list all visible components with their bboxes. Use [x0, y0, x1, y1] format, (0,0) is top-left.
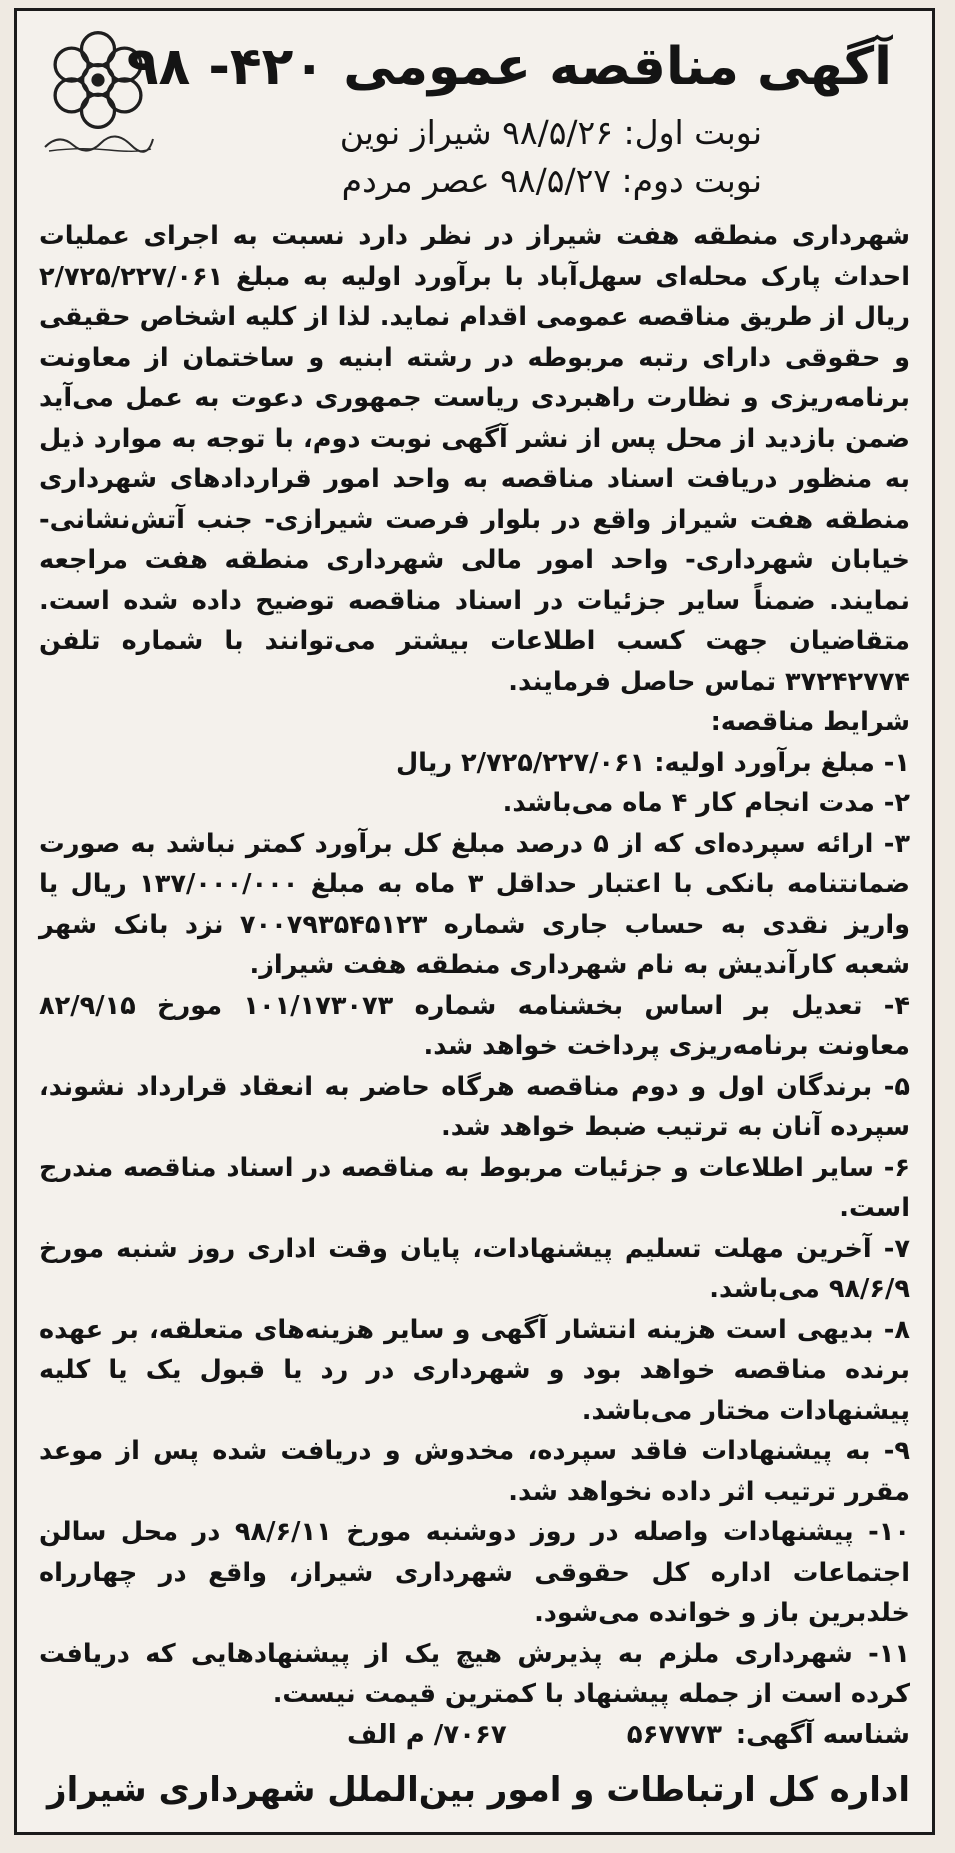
condition-item: ۸- بدیهی است هزینه انتشار آگهی و سایر هزینه‌های متعلقه، بر عهده برنده مناقصه خواهد بود و شهرداری در رد یا قبول یک یا کلیه پیشنهادات مختار می‌باشد. [39, 1314, 910, 1426]
condition-item: ۴- تعدیل بر اساس بخشنامه شماره ۱۰۱/۱۷۳۰۷۳ مورخ ۸۲/۹/۱۵ معاونت برنامه‌ریزی پرداخت خواهد شد. [39, 990, 910, 1061]
notice-body [17, 216, 932, 1715]
intro-paragraph: شهرداری منطقه هفت شیراز در نظر دارد نسبت به اجرای عملیات احداث پارک محله‌ای سهل‌آباد با برآورد اولیه به مبلغ ۲/۷۲۵/۲۲۷/۰۶۱ ریال از طریق مناقصه عمومی اقدام نماید. لذا از کلیه اشخاص حقیقی و حقوقی دارای رتبه مربوطه در رشته ابنیه و ساختمان از معاونت برنامه‌ریزی و نظارت راهبردی ریاست جمهوری دعوت به عمل می‌آید ضمن بازدید از محل پس از نشر آگهی نوبت دوم، با توجه به موارد ذیل به منظور دریافت اسناد مناقصه به واحد امور قراردادهای شهرداری منطقه هفت شیراز واقع در بلوار فرصت شیرازی- جنب آتش‌نشانی- خیابان شهرداری- واحد امور مالی شهرداری منطقه هفت مراجعه نمایند. ضمناً سایر جزئیات در اسناد مناقصه توضیح داده شده است. متقاضیان جهت کسب اطلاعات بیشتر می‌توانند با شماره تلفن ۳۷۲۴۲۷۷۴ تماس حاصل فرمایند. [39, 221, 910, 697]
condition-item: ۳- ارائه سپرده‌ای که از ۵ درصد مبلغ کل برآورد کمتر نباشد به صورت ضمانتنامه بانکی با اعتبار حداقل ۳ ماه به مبلغ ۱۳۷/۰۰۰/۰۰۰ ریال یا واریز نقدی به حساب جاری شماره ۷۰۰۷۹۳۵۴۵۱۲۳ نزد بانک شهر شعبه کارآندیش به نام شهرداری منطقه هفت شیراز. [39, 828, 911, 980]
publication-round-first: نوبت اول: ۹۸/۵/۲۶ شیراز نوین [339, 113, 762, 152]
notice-header [17, 11, 932, 216]
condition-item: ۲- مدت انجام کار ۴ ماه می‌باشد. [502, 788, 910, 818]
municipality-signature-icon [39, 129, 159, 155]
condition-item: ۱- مبلغ برآورد اولیه: ۲/۷۲۵/۲۲۷/۰۶۱ ریال [395, 747, 910, 778]
condition-item: ۹- به پیشنهادات فاقد سپرده، مخدوش و دریافت شده پس از موعد مقرر ترتیب اثر داده نخواهد شد. [39, 1436, 910, 1507]
condition-item: ۷- آخرین مهلت تسلیم پیشنهادات، پایان وقت اداری روز شنبه مورخ ۹۸/۶/۹ می‌باشد. [39, 1233, 910, 1304]
tender-notice [14, 8, 935, 1835]
publication-round-second: نوبت دوم: ۹۸/۵/۲۷ عصر مردم [341, 161, 762, 200]
condition-item: ۵- برندگان اول و دوم مناقصه هرگاه حاضر به انعقاد قرارداد نشوند، سپرده آنان به ترتیب ضبط خواهد شد. [39, 1071, 910, 1142]
issuer-footer: اداره کل ارتباطات و امور بین‌الملل شهرداری شیراز [47, 1770, 910, 1810]
condition-item: ۶- سایر اطلاعات و جزئیات مربوط به مناقصه در اسناد مناقصه مندرج است. [39, 1152, 910, 1223]
ad-reference: ۷۰۶۷/ م الف [347, 1719, 507, 1750]
conditions-title: شرایط مناقصه: [710, 707, 910, 737]
ad-id-row [17, 1715, 932, 1755]
ad-id-value: ۵۶۷۷۷۳ [626, 1719, 722, 1750]
notice-title: آگهی مناقصه عمومی ۴۲۰- ۹۸ [126, 37, 892, 97]
ad-id-label: شناسه آگهی: [735, 1719, 910, 1750]
condition-item: ۱۱- شهرداری ملزم به پذیرش هیچ یک از پیشنهادهایی که دریافت کرده است از جمله پیشنهاد با کمترین قیمت نیست. [39, 1638, 910, 1709]
condition-item: ۱۰- پیشنهادات واصله در روز دوشنبه مورخ ۹۸/۶/۱۱ در محل سالن اجتماعات اداره کل حقوقی شهرداری شیراز، واقع در چهارراه خلدبرین باز و خوانده می‌شود. [39, 1517, 910, 1628]
